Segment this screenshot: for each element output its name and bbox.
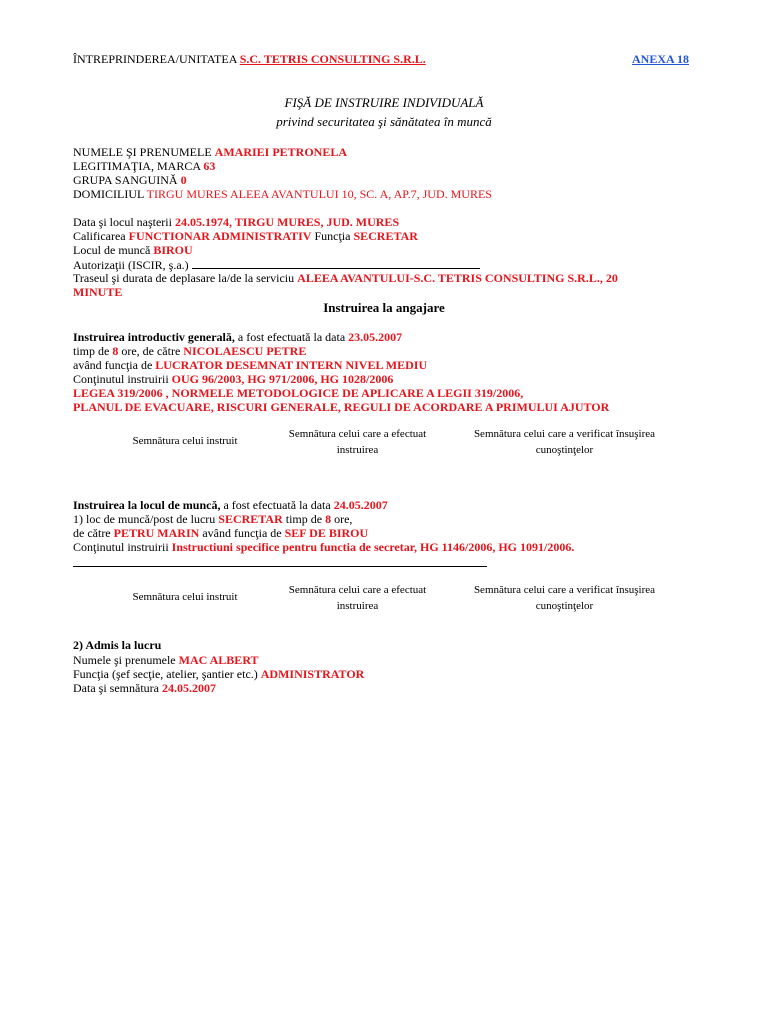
blood-row bbox=[73, 173, 187, 187]
name-row bbox=[73, 145, 347, 159]
route-row bbox=[73, 271, 618, 285]
workplace-value: BIROU bbox=[153, 243, 193, 257]
hiring-heading: Instruirea la angajare bbox=[323, 300, 445, 315]
route-value-continued: MINUTE bbox=[73, 285, 123, 299]
sig-trainee-2: Semnătura celui instruit bbox=[132, 591, 238, 603]
workplace-content-row bbox=[73, 540, 574, 554]
admission-date-label: Data şi semnătura bbox=[73, 681, 162, 695]
intro-row bbox=[73, 330, 402, 344]
address-row bbox=[73, 187, 492, 201]
workplace-training-label: Instruirea la locul de muncă, bbox=[73, 498, 221, 512]
document-title: FIŞĂ DE INSTRUIRE INDIVIDUALĂ bbox=[284, 95, 484, 110]
intro-text: a fost efectuată la data bbox=[234, 330, 349, 344]
workplace-by-func: SEF DE BIROU bbox=[284, 526, 369, 540]
id-row bbox=[73, 159, 215, 173]
workplace-post-hours: 8 bbox=[325, 512, 332, 526]
workplace-training-text: a fost efectuată la data bbox=[220, 498, 334, 512]
intro-content-2: LEGEA 319/2006 , NORMELE METODOLOGICE DE APLICARE A LEGII 319/2006, bbox=[73, 386, 524, 400]
sig-trainer-1-line1: Semnătura celui care a efectuat bbox=[288, 428, 427, 440]
qualification-label: Calificarea bbox=[73, 229, 126, 243]
intro-content-label: Conţinutul instruirii bbox=[73, 372, 172, 386]
sig-trainee-1: Semnătura celui instruit bbox=[132, 435, 238, 447]
address-value: TIRGU MURES ALEEA AVANTULUI 10, SC. A, AP.7, JUD. MURES bbox=[146, 187, 492, 201]
intro-trainer-func: LUCRATOR DESEMNAT INTERN NIVEL MEDIU bbox=[155, 358, 428, 372]
workplace-training-date: 24.05.2007 bbox=[333, 498, 388, 512]
route-label: Traseul şi durata de deplasare la/de la serviciu bbox=[73, 271, 295, 285]
workplace-by-row bbox=[73, 526, 368, 540]
blood-label: GRUPA SANGUINĂ bbox=[73, 173, 178, 187]
authorizations-row bbox=[73, 257, 480, 272]
birth-label: Data şi locul naşterii bbox=[73, 215, 172, 229]
sig-verifier-2-line2: cunoştinţelor bbox=[535, 600, 594, 612]
admission-name-label: Numele şi prenumele bbox=[73, 653, 179, 667]
blood-value: 0 bbox=[180, 173, 187, 187]
authorizations-blank bbox=[192, 257, 480, 269]
authorizations-label: Autorizaţii (ISCIR, ş.a.) bbox=[73, 258, 189, 272]
workplace-by-name: PETRU MARIN bbox=[113, 526, 200, 540]
admission-func-value: ADMINISTRATOR bbox=[260, 667, 365, 681]
intro-time-text-2: ore, de către bbox=[118, 344, 184, 358]
intro-func-row bbox=[73, 358, 427, 372]
sig-trainer-2-line2: instruirea bbox=[336, 600, 379, 612]
intro-content-1: OUG 96/2003, HG 971/2006, HG 1028/2006 bbox=[171, 372, 394, 386]
sig-verifier-1-line2: cunoştinţelor bbox=[535, 444, 594, 456]
workplace-training-row bbox=[73, 498, 388, 512]
function-value: SECRETAR bbox=[353, 229, 418, 243]
sig-verifier-1-line1: Semnătura celui care a verificat însuşirea bbox=[473, 428, 656, 440]
workplace-by-mid: având funcţia de bbox=[199, 526, 285, 540]
intro-hours: 8 bbox=[112, 344, 119, 358]
id-label: LEGITIMAŢIA, MARCA bbox=[73, 159, 201, 173]
birth-row bbox=[73, 215, 399, 229]
name-value: AMARIEI PETRONELA bbox=[214, 145, 348, 159]
intro-label: Instruirea introductiv generală, bbox=[73, 330, 235, 344]
intro-trainer: NICOLAESCU PETRE bbox=[183, 344, 307, 358]
workplace-content-label: Conţinutul instruirii bbox=[73, 540, 172, 554]
sig-verifier-2 bbox=[452, 582, 677, 614]
workplace-post-prefix: 1) loc de muncă/post de lucru bbox=[73, 512, 219, 526]
admission-func-row bbox=[73, 667, 364, 681]
address-label: DOMICILIUL bbox=[73, 187, 144, 201]
company-name: S.C. TETRIS CONSULTING S.R.L. bbox=[239, 52, 426, 66]
intro-time-text: timp de bbox=[73, 344, 113, 358]
document-subtitle: privind securitatea şi sănătatea în muncă bbox=[276, 114, 492, 129]
workplace-post-value: SECRETAR bbox=[218, 512, 283, 526]
birth-value: 24.05.1974, TIRGU MURES, JUD. MURES bbox=[174, 215, 400, 229]
name-label: NUMELE ŞI PRENUMELE bbox=[73, 145, 212, 159]
qualification-value: FUNCTIONAR ADMINISTRATIV bbox=[128, 229, 312, 243]
sig-trainer-1 bbox=[270, 426, 445, 458]
workplace-row bbox=[73, 243, 193, 257]
workplace-post-mid: timp de bbox=[282, 512, 326, 526]
workplace-content-value: Instructiuni specifice pentru functia de secretar, HG 1146/2006, HG 1091/2006. bbox=[171, 540, 575, 554]
workplace-post-suffix: ore, bbox=[331, 512, 353, 526]
header-line bbox=[73, 52, 598, 66]
intro-date: 23.05.2007 bbox=[348, 330, 403, 344]
intro-func-text: având funcţia de bbox=[73, 358, 156, 372]
sig-trainer-2-line1: Semnătura celui care a efectuat bbox=[288, 584, 427, 596]
workplace-by-prefix: de către bbox=[73, 526, 114, 540]
workplace-post-row bbox=[73, 512, 352, 526]
annex-label: ANEXA 18 bbox=[632, 52, 690, 66]
sig-verifier-1 bbox=[452, 426, 677, 458]
admission-heading: 2) Admis la lucru bbox=[73, 638, 162, 652]
id-value: 63 bbox=[203, 159, 216, 173]
admission-date-row bbox=[73, 681, 216, 695]
header-label: ÎNTREPRINDEREA/UNITATEA bbox=[73, 52, 237, 66]
route-value: ALEEA AVANTULUI-S.C. TETRIS CONSULTING S.R.L., 20 bbox=[297, 271, 618, 285]
sig-trainer-1-line2: instruirea bbox=[336, 444, 379, 456]
intro-time-row bbox=[73, 344, 306, 358]
workplace-divider bbox=[73, 566, 487, 567]
admission-func-label: Funcţia (şef secţie, atelier, şantier etc.) bbox=[73, 667, 261, 681]
function-label: Funcţia bbox=[314, 229, 351, 243]
intro-content-3: PLANUL DE EVACUARE, RISCURI GENERALE, REGULI DE ACORDARE A PRIMULUI AJUTOR bbox=[73, 400, 610, 414]
sig-verifier-2-line1: Semnătura celui care a verificat însuşirea bbox=[473, 584, 656, 596]
admission-name-value: MAC ALBERT bbox=[178, 653, 259, 667]
admission-name-row bbox=[73, 653, 259, 667]
sig-trainer-2 bbox=[270, 582, 445, 614]
intro-content-row bbox=[73, 372, 393, 386]
qualification-row bbox=[73, 229, 418, 243]
admission-date-value: 24.05.2007 bbox=[161, 681, 216, 695]
workplace-label: Locul de muncă bbox=[73, 243, 151, 257]
